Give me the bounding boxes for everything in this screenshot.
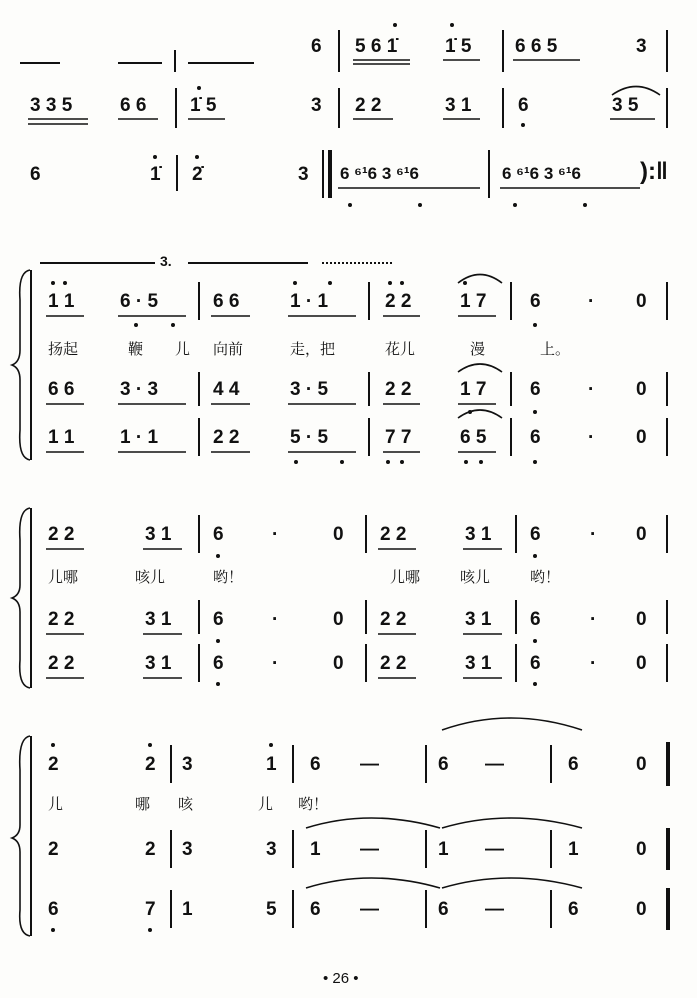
lyric: 儿哪 [48, 568, 79, 586]
note-group: 3 1 [145, 609, 172, 630]
note: 6 [213, 609, 224, 630]
note-group: 2 2 [380, 609, 407, 630]
note-group: 5 6 1̇ [355, 36, 398, 57]
dash: — [485, 754, 504, 775]
slur [458, 364, 502, 372]
note-group: 3 5 [612, 95, 639, 116]
tie [306, 818, 440, 828]
note: 3 [311, 95, 322, 116]
note-group: 2 2 [385, 291, 412, 312]
note: 6 [438, 754, 449, 775]
lyric: 哟！ [530, 568, 561, 586]
dot: · [590, 653, 597, 674]
note-group: 1̇ 5 [190, 95, 217, 116]
rest: 0 [333, 609, 344, 630]
note-group: 7 7 [385, 427, 412, 448]
note-group: 3 3 5 [30, 95, 73, 116]
note: 6 [530, 524, 541, 545]
note: 3 [636, 36, 647, 57]
note-group: 2 2 [380, 524, 407, 545]
lyric: 儿 [258, 795, 274, 813]
rest: 0 [636, 524, 647, 545]
page-number: • 26 • [323, 970, 359, 987]
note: 2 [48, 754, 59, 775]
note-group: 1 · 1 [120, 427, 159, 448]
note: 1 [568, 839, 579, 860]
note-group: 1̇ 5 [445, 36, 472, 57]
tie [306, 878, 440, 888]
note-group: 2 2 [48, 524, 75, 545]
lyric: 儿哪 [390, 568, 421, 586]
note: 2̇ [192, 164, 203, 185]
dot: · [588, 427, 595, 448]
dot: · [590, 609, 597, 630]
lyric: 儿 [175, 340, 191, 358]
system-brace [12, 736, 30, 936]
note: 6 [310, 899, 321, 920]
note: 3 [298, 164, 309, 185]
note-group: 1 7 [460, 379, 487, 400]
note: 6 [530, 427, 541, 448]
note: 1 [310, 839, 321, 860]
note-group: 2 2 [213, 427, 240, 448]
note: 6 [568, 754, 579, 775]
note: 6 [311, 36, 322, 57]
rest: 0 [636, 754, 647, 775]
dash: — [485, 839, 504, 860]
dash: — [360, 754, 379, 775]
note: 6 [30, 164, 41, 185]
note-group: 3 1 [145, 653, 172, 674]
tie [442, 818, 582, 828]
note-group: 4 4 [213, 379, 240, 400]
dot: · [590, 524, 597, 545]
lyric: 咳儿 [460, 568, 491, 586]
note-group: 2 2 [380, 653, 407, 674]
slur [458, 410, 502, 418]
note: 6 [530, 379, 541, 400]
note-group: 3 1 [465, 524, 492, 545]
repeat-end-sign: ):‖ [640, 158, 668, 185]
lyric: 咳儿 [135, 568, 166, 586]
lyric: 走，把 [290, 340, 336, 358]
note-group: 6 ⁶¹6 3 ⁶¹6 [502, 164, 581, 183]
rest: 0 [333, 524, 344, 545]
note: 6 [530, 291, 541, 312]
note: 6 [438, 899, 449, 920]
volta-label: 3. [160, 253, 172, 269]
note: 2 [48, 839, 59, 860]
note: 2 [145, 839, 156, 860]
lyric: 漫 [470, 340, 486, 358]
note-group: 3 1 [145, 524, 172, 545]
slur [612, 87, 660, 96]
rest: 0 [333, 653, 344, 674]
note-group: 1 · 1 [290, 291, 329, 312]
dot: · [588, 379, 595, 400]
note-group: 5 · 5 [290, 427, 329, 448]
note: 6 [213, 524, 224, 545]
lyric: 上。 [540, 340, 571, 358]
lyric: 哟！ [213, 568, 244, 586]
note-group: 6 6 [48, 379, 75, 400]
rest: 0 [636, 839, 647, 860]
note: 3 [182, 839, 193, 860]
note: 6 [568, 899, 579, 920]
note-group: 6 6 [120, 95, 147, 116]
system-brace [12, 508, 30, 688]
note: 6 [48, 899, 59, 920]
rest: 0 [636, 609, 647, 630]
note-group: 2 2 [385, 379, 412, 400]
dot: · [272, 609, 279, 630]
note: 6 [530, 653, 541, 674]
note-group: 3 · 3 [120, 379, 159, 400]
tie [442, 878, 582, 888]
note: 1 [438, 839, 449, 860]
lyric: 鞭 [128, 340, 144, 358]
note-group: 6 5 [460, 427, 487, 448]
note-group: 1 7 [460, 291, 487, 312]
dot: · [272, 653, 279, 674]
note-group: 6 6 [213, 291, 240, 312]
note: 2 [145, 754, 156, 775]
note-group: 6 ⁶¹6 3 ⁶¹6 [340, 164, 419, 183]
dash: — [360, 899, 379, 920]
note: 5 [266, 899, 277, 920]
note: 1 [266, 754, 277, 775]
lyric: 哟！ [298, 795, 329, 813]
note: 6 [518, 95, 529, 116]
note: 1̇ [150, 164, 161, 185]
dot: · [588, 291, 595, 312]
note-group: 3 1 [465, 653, 492, 674]
rest: 0 [636, 291, 647, 312]
note: 6 [530, 609, 541, 630]
note-group: 3 1 [465, 609, 492, 630]
tie [442, 718, 582, 730]
note-group: 6 6 5 [515, 36, 558, 57]
dash: — [360, 839, 379, 860]
lyric: 咳 [178, 795, 194, 813]
note: 3 [182, 754, 193, 775]
lyric: 扬起 [48, 340, 79, 358]
lyric: 哪 [135, 795, 151, 813]
dash: — [485, 899, 504, 920]
rest: 0 [636, 379, 647, 400]
note: 1 [182, 899, 193, 920]
note-group: 1 1 [48, 427, 75, 448]
rest: 0 [636, 653, 647, 674]
note-group: 2 2 [48, 609, 75, 630]
lyric: 向前 [213, 340, 244, 358]
rest: 0 [636, 899, 647, 920]
dot: · [272, 524, 279, 545]
lyric: 儿 [48, 795, 64, 813]
note-group: 1 1 [48, 291, 75, 312]
note-group: 2 2 [355, 95, 382, 116]
note-group: 6 · 5 [120, 291, 159, 312]
system-brace [12, 270, 30, 460]
note-group: 3 · 5 [290, 379, 329, 400]
note: 6 [213, 653, 224, 674]
note: 3 [266, 839, 277, 860]
lyric: 花儿 [385, 340, 416, 358]
note: 6 [310, 754, 321, 775]
note: 7 [145, 899, 156, 920]
note-group: 2 2 [48, 653, 75, 674]
rest: 0 [636, 427, 647, 448]
note-group: 3 1 [445, 95, 472, 116]
